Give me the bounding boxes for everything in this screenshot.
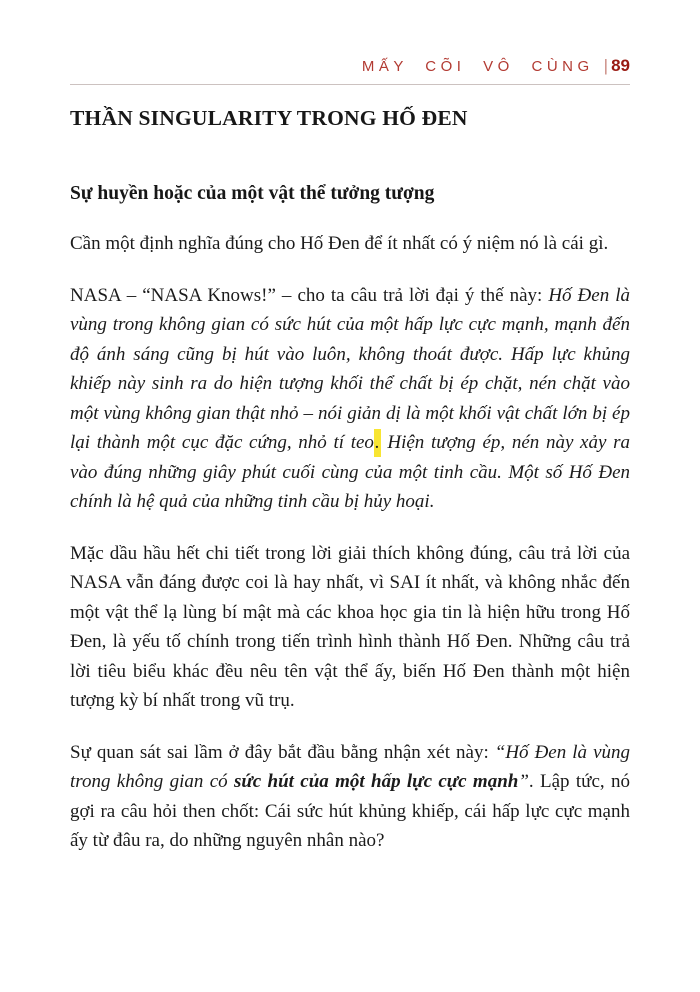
highlighted-text: . [374, 429, 381, 457]
book-title: MẤY CÕI VÔ CÙNG [361, 58, 594, 75]
paragraph [70, 738, 630, 856]
chapter-title: THẦN SINGULARITY TRONG HỐ ĐEN [70, 106, 468, 130]
running-header [70, 56, 630, 85]
text-run: Cần một định nghĩa đúng cho Hố Đen để ít nhất có ý niệm nó là cái gì. [70, 233, 609, 254]
page-number: 89 [611, 56, 630, 75]
text-run: . Lập tức, nó gợi ra câu hỏi then chốt: Cái sức hút khủng khiếp, cái hấp lực cực mạnh ấy từ đâu ra, do những nguyên nhân nào? [70, 771, 630, 851]
text-run: NASA – “NASA Knows!” – cho ta câu trả lời đại ý thế này: [70, 284, 549, 306]
body-text [70, 229, 630, 856]
text-run: Hố Đen là vùng trong không gian có sức hút của một hấp lực cực mạnh, mạnh đến độ ánh sáng cũng bị hút vào luôn, không thoát được. Hấp lực khủng khiếp này sinh ra do hiện tượng khối thể chất bị ép chặt, nén chặt vào một vùng không gian thật nhỏ – nói giản dị là một khối vật chất lớn bị ép lại thành một cục đặc cứng, nhỏ tí teo [70, 284, 631, 453]
section-heading: Sự huyền hoặc của một vật thể tưởng tượng [70, 183, 435, 204]
text-run: “Hố Đen là vùng trong không gian có [70, 741, 630, 792]
paragraph [70, 229, 630, 259]
paragraph [70, 539, 630, 716]
text-run: Hiện tượng ép, nén này xảy ra vào đúng những giây phút cuối cùng của một tinh cầu. Một số Hố Đen chính là hệ quả của những tinh cầu bị hủy hoại. [70, 432, 631, 512]
text-run: Sự quan sát sai lầm ở đây bắt đầu bằng nhận xét này: [70, 741, 495, 763]
header-separator: | [603, 56, 609, 75]
text-run: sức hút của một hấp lực cực mạnh [233, 771, 519, 792]
text-run: ” [518, 771, 529, 792]
text-run: Mặc dầu hầu hết chi tiết trong lời giải thích không đúng, câu trả lời của NASA vẫn đáng được coi là hay nhất, vì SAI ít nhất, và không nhắc đến một vật thể lạ lùng bí mật mà các khoa học gia tin là hiện hữu trong Hố Đen, là yếu tố chính trong tiến trình hình thành Hố Đen. Những câu trả lời tiêu biểu khác đều nêu tên vật thể ấy, biến Hố Đen thành một hiện tượng kỳ bí nhất trong vũ trụ. [70, 542, 630, 711]
paragraph [70, 281, 630, 517]
